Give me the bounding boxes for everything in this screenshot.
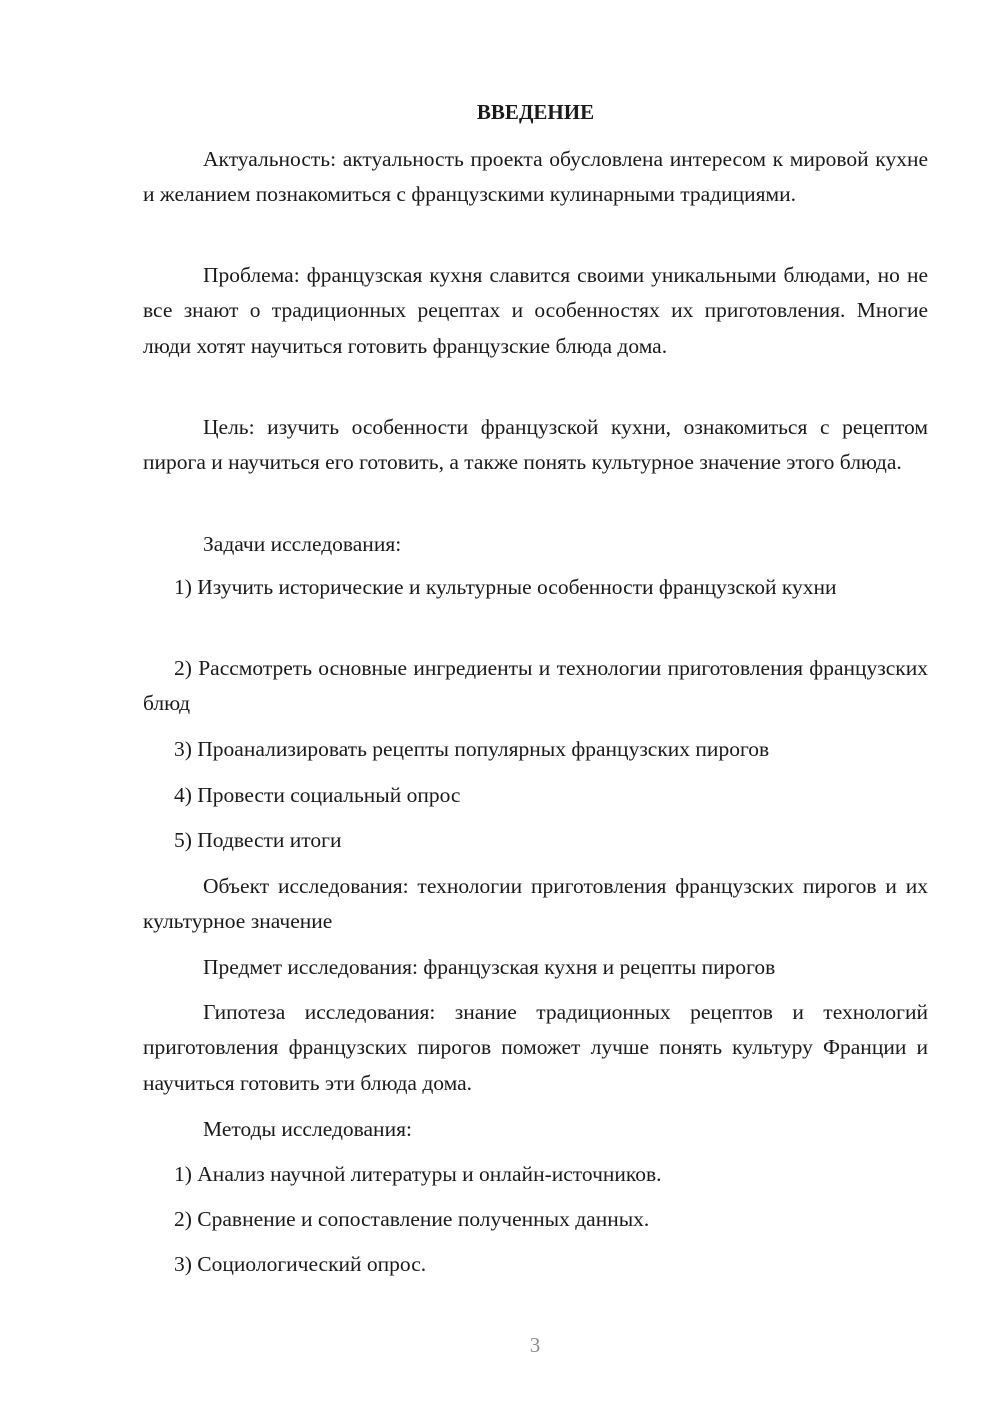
page-title: ВВЕДЕНИЕ bbox=[476, 100, 595, 124]
paragraph-subject: Предмет исследования: французская кухня и рецепты пирогов bbox=[203, 955, 776, 979]
paragraph-hypothesis: Гипотеза исследования: знание традиционных рецептов и технологий приготовления французских пирогов поможет лучше понять культуру Франции и научиться готовить эти блюда дома. bbox=[143, 1000, 928, 1095]
task-item-5: 5) Подвести итоги bbox=[174, 828, 342, 852]
paragraph-object: Объект исследования: технологии приготовления французских пирогов и их культурное значение bbox=[143, 874, 928, 934]
method-item-3: 3) Социологический опрос. bbox=[174, 1252, 427, 1276]
page-number: 3 bbox=[529, 1333, 541, 1357]
task-item-2: 2) Рассмотреть основные ингредиенты и технологии приготовления французских блюд bbox=[143, 656, 928, 716]
paragraph-relevance: Актуальность: актуальность проекта обусловлена интересом к мировой кухне и желанием познакомиться с французскими кулинарными традициями. bbox=[143, 147, 928, 207]
method-item-2: 2) Сравнение и сопоставление полученных данных. bbox=[174, 1207, 650, 1231]
task-item-3: 3) Проанализировать рецепты популярных французских пирогов bbox=[174, 737, 770, 761]
paragraph-problem: Проблема: французская кухня славится своими уникальными блюдами, но не все знают о традиционных рецептах и особенностях их приготовления. Многие люди хотят научиться готовить французские блюда дома. bbox=[143, 263, 928, 358]
task-item-4: 4) Провести социальный опрос bbox=[174, 783, 461, 807]
paragraph-methods-heading: Методы исследования: bbox=[203, 1117, 412, 1141]
method-item-1: 1) Анализ научной литературы и онлайн-источников. bbox=[174, 1162, 662, 1186]
task-item-1: 1) Изучить исторические и культурные особенности французской кухни bbox=[174, 575, 837, 599]
paragraph-tasks-heading: Задачи исследования: bbox=[203, 532, 402, 556]
paragraph-goal: Цель: изучить особенности французской кухни, ознакомиться с рецептом пирога и научиться его готовить, а также понять культурное значение этого блюда. bbox=[143, 415, 928, 475]
